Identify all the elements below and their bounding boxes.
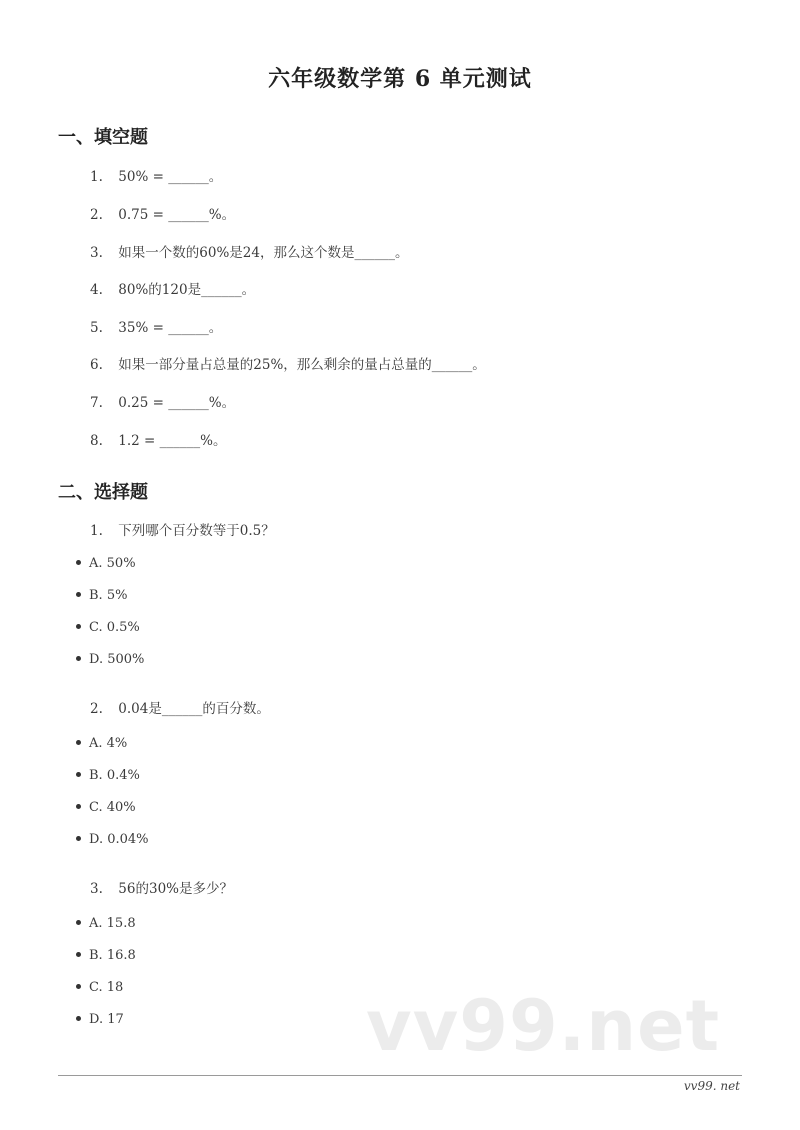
item-number: 6. xyxy=(90,357,103,373)
item-text: 35% = ______。 xyxy=(118,320,223,336)
option-text: A. 50% xyxy=(89,556,136,571)
bullet-icon xyxy=(76,560,81,565)
bullet-icon xyxy=(76,804,81,809)
footer-divider xyxy=(58,1075,742,1076)
option-text: A. 15.8 xyxy=(89,916,136,931)
fill-item xyxy=(90,203,235,223)
choice-question xyxy=(90,877,233,897)
item-number: 5. xyxy=(90,320,103,336)
fill-item xyxy=(90,316,222,336)
item-text: 1.2 = ______%。 xyxy=(118,433,227,449)
question-text: 下列哪个百分数等于0.5？ xyxy=(118,523,275,539)
option-item xyxy=(76,800,136,815)
bullet-icon xyxy=(76,1016,81,1021)
bullet-icon xyxy=(76,952,81,957)
item-number: 7. xyxy=(90,395,103,411)
option-item xyxy=(76,588,127,603)
choice-question xyxy=(90,519,275,539)
option-item xyxy=(76,916,136,931)
watermark: vv99.net xyxy=(366,985,721,1067)
option-text: D. 500% xyxy=(89,652,145,667)
item-text: 如果一部分量占总量的25%，那么剩余的量占总量的______。 xyxy=(118,357,486,373)
item-text: 0.25 = ______%。 xyxy=(118,395,236,411)
option-item xyxy=(76,556,136,571)
bullet-icon xyxy=(76,836,81,841)
option-text: C. 40% xyxy=(89,800,136,815)
footer-site-label: vv99. net xyxy=(683,1079,740,1093)
option-text: C. 18 xyxy=(89,980,124,995)
option-item xyxy=(76,948,136,963)
fill-item xyxy=(90,278,255,298)
question-text: 56的30%是多少？ xyxy=(118,881,233,897)
fill-item xyxy=(90,165,222,185)
page-title: 六年级数学第 6 单元测试 xyxy=(268,66,532,92)
bullet-icon xyxy=(76,592,81,597)
item-text: 0.75 = ______%。 xyxy=(118,207,236,223)
bullet-icon xyxy=(76,656,81,661)
option-text: D. 0.04% xyxy=(89,832,149,847)
item-number: 4. xyxy=(90,282,103,298)
bullet-icon xyxy=(76,920,81,925)
option-item xyxy=(76,736,127,751)
item-number: 3. xyxy=(90,245,103,261)
item-number: 1. xyxy=(90,523,103,539)
bullet-icon xyxy=(76,772,81,777)
item-number: 8. xyxy=(90,433,103,449)
item-text: 80%的120是______。 xyxy=(118,282,256,298)
item-number: 2. xyxy=(90,207,103,223)
item-text: 50% = ______。 xyxy=(118,169,223,185)
item-number: 2. xyxy=(90,701,103,717)
option-text: D. 17 xyxy=(89,1012,124,1027)
option-item xyxy=(76,652,144,667)
bullet-icon xyxy=(76,984,81,989)
fill-item xyxy=(90,391,235,411)
option-text: B. 0.4% xyxy=(89,768,140,783)
question-text: 0.04是______的百分数。 xyxy=(118,701,270,717)
option-item xyxy=(76,1012,124,1027)
item-number: 1. xyxy=(90,169,103,185)
option-text: B. 16.8 xyxy=(89,948,136,963)
section-heading-fill-in: 一、填空题 xyxy=(58,127,148,148)
option-item xyxy=(76,620,140,635)
fill-item xyxy=(90,429,227,449)
option-text: B. 5% xyxy=(89,588,128,603)
option-text: A. 4% xyxy=(89,736,128,751)
option-text: C. 0.5% xyxy=(89,620,140,635)
item-number: 3. xyxy=(90,881,103,897)
fill-item xyxy=(90,353,486,373)
fill-item xyxy=(90,241,408,261)
option-item xyxy=(76,980,123,995)
item-text: 如果一个数的60%是24，那么这个数是______。 xyxy=(118,245,409,261)
bullet-icon xyxy=(76,624,81,629)
section-heading-choice: 二、选择题 xyxy=(58,482,148,503)
choice-question xyxy=(90,697,270,717)
option-item xyxy=(76,768,140,783)
option-item xyxy=(76,832,149,847)
bullet-icon xyxy=(76,740,81,745)
